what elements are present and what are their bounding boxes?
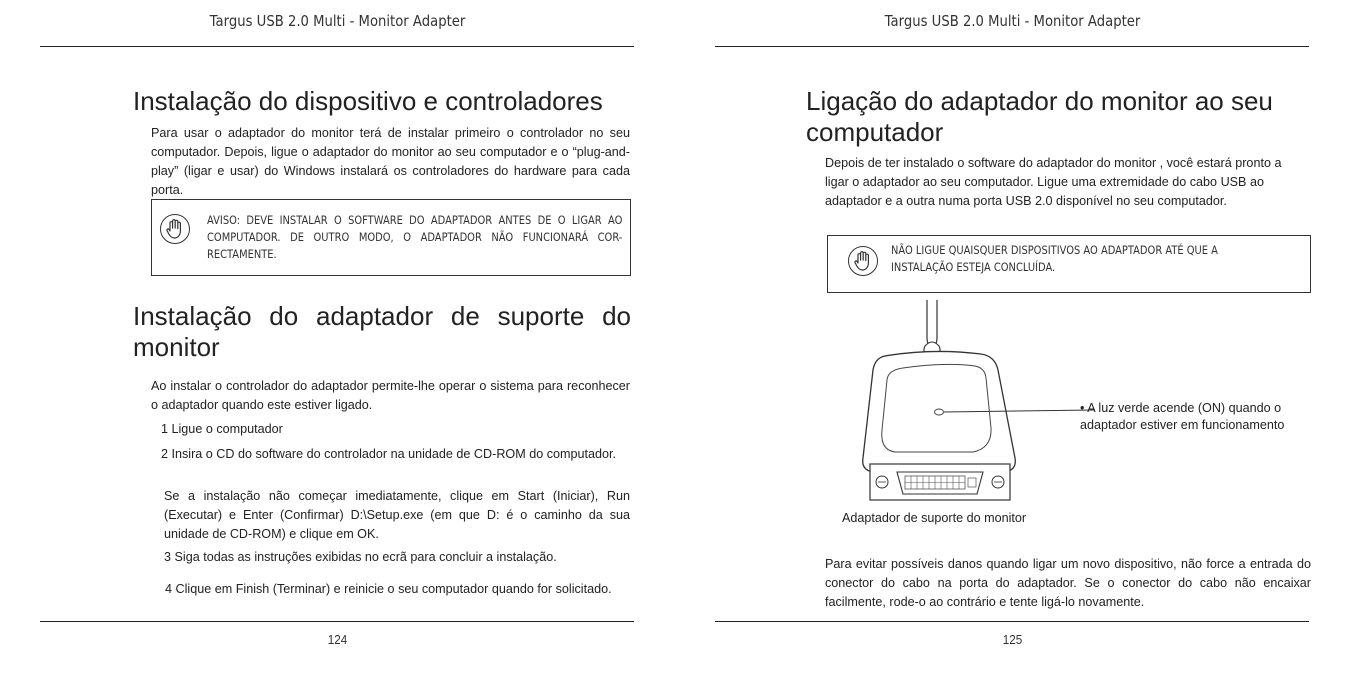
closing-paragraph: Para evitar possíveis danos quando ligar um novo dispositivo, não force a entrada do conector do cabo na porta do adaptador. Se o conector do cabo não encaixar facilmente, rode-o ao contrário e tente ligá-lo novamente. [825,557,1311,609]
section-title-connect-adapter: Ligação do adaptador do monitor ao seu computador [806,86,1273,147]
section-intro-adapter-install: Ao instalar o controlador do adaptador permite-lhe operar o sistema para reconhecer o adaptador quando este estiver ligado. [151,379,630,412]
right-page [675,0,1350,675]
section-body-connect-adapter: Depois de ter instalado o software do adaptador do monitor , você estará pronto a ligar o adaptador ao seu computador. Ligue uma extremidade do cabo USB ao adaptador e a outra numa porta USB 2.0 disponível no seu computador. [825,156,1282,208]
list-item-step-4: 4 Clique em Finish (Terminar) e reinicie o seu computador quando for solicitado. [165,582,612,596]
section-title-adapter-install: Instalação do adaptador de suporte do monitor [133,301,631,362]
page-number: 125 [1002,632,1023,647]
adapter-illustration [855,298,1095,508]
list-item-step-2: 2 Insira o CD do software do controlador na unidade de CD-ROM do computador. [161,447,617,461]
footer-rule [715,621,1309,622]
header-rule [40,46,634,47]
section-title-device-install: Instalação do dispositivo e controladores [133,86,603,116]
list-item-step-2-note: Se a instalação não começar imediatamente, clique em Start (Iniciar), Run (Executar) e Enter (Confirmar) D:\Setup.exe (em que D: é o caminho da sua unidade de CD-ROM) e clique em OK. [164,489,630,541]
running-header: Targus USB 2.0 Multi - Monitor Adapter [884,12,1141,30]
led-callout: • A luz verde acende (ON) quando o adaptador estiver em funcionamento [1080,401,1285,432]
stop-hand-icon [848,246,878,276]
list-item-step-1: 1 Ligue o computador [161,422,283,436]
figure-caption: Adaptador de suporte do monitor [842,511,1027,525]
warning-text: AVISO: DEVE INSTALAR O SOFTWARE DO ADAPTADOR ANTES DE O LIGAR AO COMPUTADOR. DE OUTRO MODO, O ADAPTADOR NÃO FUNCIONARÁ COR-RECTAMENTE. [207,213,623,261]
footer-rule [40,621,634,622]
list-item-step-3: 3 Siga todas as instruções exibidas no ecrã para concluir a instalação. [164,550,557,564]
page-number: 124 [327,632,348,647]
section-body-device-install: Para usar o adaptador do monitor terá de instalar primeiro o controlador no seu computador. Depois, ligue o adaptador do monitor ao seu computador e o “plug-and-play” (ligar e usar) do Windows instalará os controladores do hardware para cada porta. [151,126,630,197]
running-header: Targus USB 2.0 Multi - Monitor Adapter [209,12,466,30]
warning-box [151,199,631,276]
warning-box [827,235,1311,293]
warning-text: NÃO LIGUE QUAISQUER DISPOSITIVOS AO ADAPTADOR ATÉ QUE A INSTALAÇÃO ESTEJA CONCLUÍDA. [891,243,1218,274]
stop-hand-icon [160,214,190,244]
header-rule [715,46,1309,47]
